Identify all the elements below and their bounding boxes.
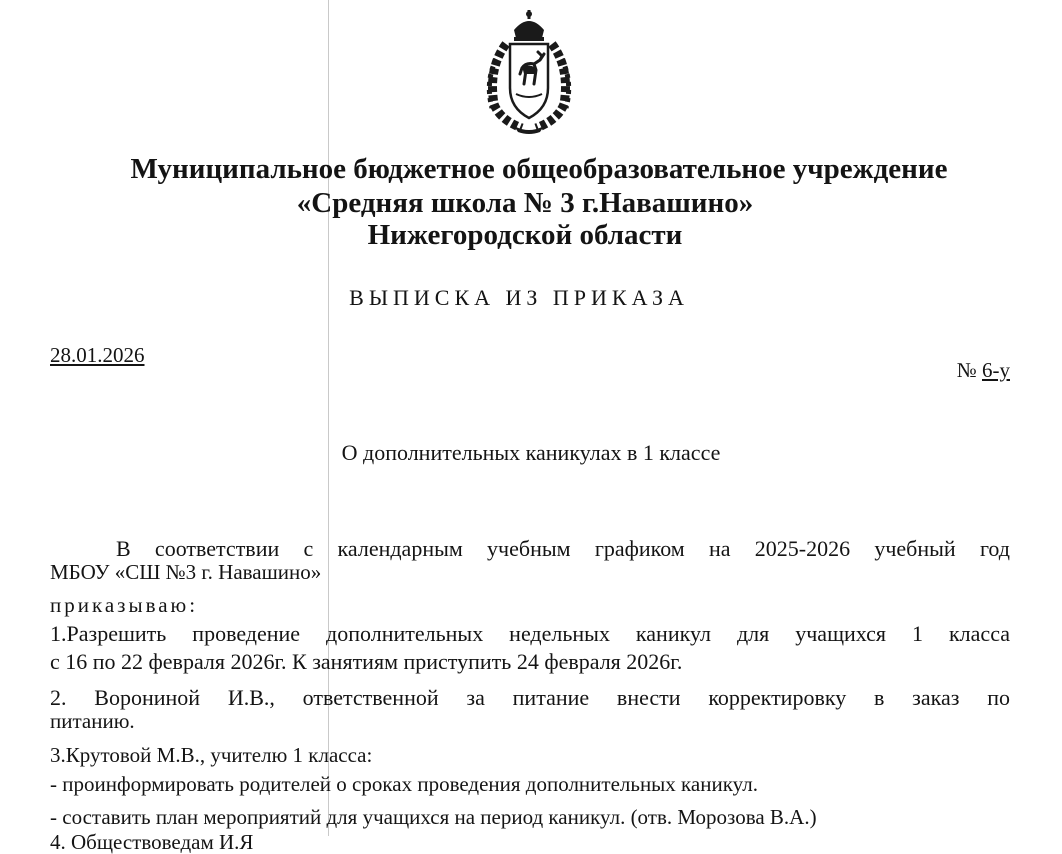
order-item-3-line3: - составить план мероприятий для учащихся на период каникул. (отв. Морозова В.А.)	[50, 805, 817, 829]
paragraph-line: МБОУ «СШ №3 г. Навашино»	[50, 560, 322, 584]
order-subject: О дополнительных каникулах в 1 классе	[341, 440, 721, 465]
paragraph-line: В соответствии с календарным учебным графиком на 2025-2026 учебный год	[116, 536, 1010, 561]
order-item-3-line1: 3.Крутовой М.В., учителю 1 класса:	[50, 743, 373, 767]
organization-name-line2: «Средняя школа № 3 г.Навашино»	[296, 187, 754, 219]
order-number-prefix: №	[956, 358, 977, 382]
order-item-4-line1: 4. Обществоведам И.Я	[50, 830, 254, 854]
organization-name-line1: Муниципальное бюджетное общеобразовательное учреждение	[130, 153, 948, 185]
order-item-2-line1: 2. Ворониной И.В., ответственной за питание внести корректировку в заказ по	[50, 685, 1010, 710]
order-item-1-line2: с 16 по 22 февраля 2026г. К занятиям приступить 24 февраля 2026г.	[50, 649, 683, 674]
order-item-2-line2: питанию.	[50, 709, 135, 733]
organization-name-line3: Нижегородской области	[367, 219, 683, 251]
order-date: 28.01.2026	[50, 343, 145, 367]
nizhny-novgorod-coat-of-arms-icon	[470, 8, 588, 136]
document-heading: ВЫПИСКА ИЗ ПРИКАЗА	[349, 285, 689, 310]
order-number-value: 6-у	[982, 358, 1010, 382]
order-word: приказываю:	[50, 593, 199, 617]
order-number	[957, 358, 1010, 383]
order-item-1-line1: 1.Разрешить проведение дополнительных недельных каникул для учащихся 1 класса	[50, 621, 1010, 646]
order-item-3-line2: - проинформировать родителей о сроках проведения дополнительных каникул.	[50, 772, 758, 796]
